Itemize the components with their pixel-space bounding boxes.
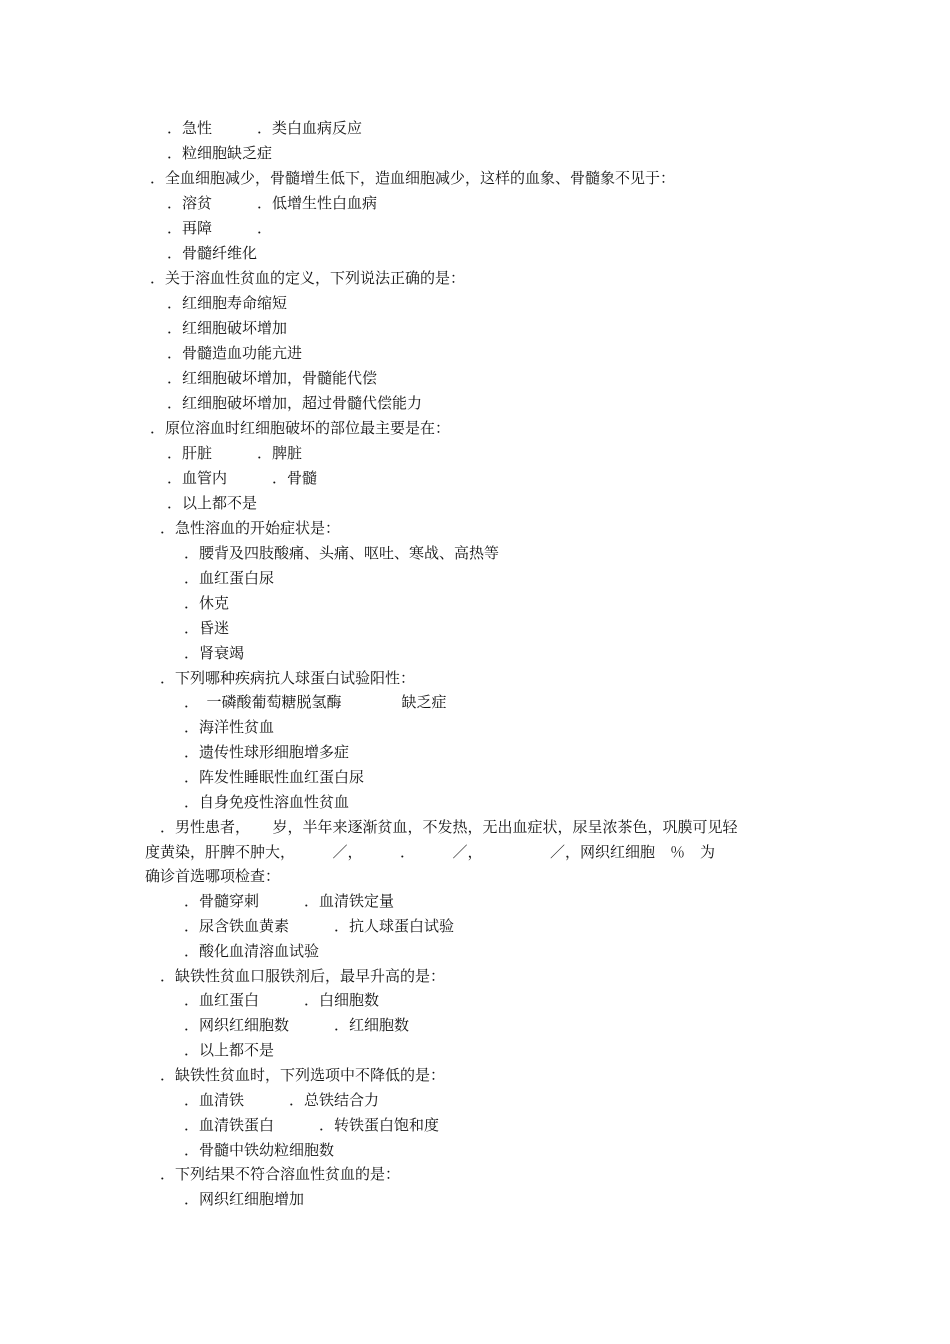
option-line: ．肾衰竭 [184,644,245,662]
question-line: ．关于溶血性贫血的定义，下列说法正确的是： [150,269,466,287]
option-line: ．血红蛋白 ．白细胞数 [184,991,380,1009]
option-line: ．网织红细胞数 ．红细胞数 [184,1016,410,1034]
option-line: ．休克 [184,594,230,612]
question-line: ．缺铁性贫血口服铁剂后，最早升高的是： [160,967,446,985]
option-line: ．溶贫 ．低增生性白血病 [167,194,378,212]
question-line: ．下列结果不符合溶血性贫血的是： [160,1165,401,1183]
option-line: ．再障 ． [167,219,273,237]
question-line: 确诊首选哪项检查： [145,867,281,885]
option-line: ．红细胞破坏增加 [167,319,288,337]
option-line: ．血管内 ．骨髓 [167,469,318,487]
option-line: ．粒细胞缺乏症 [167,144,273,162]
option-line: ．骨髓造血功能亢进 [167,344,303,362]
option-line: ．海洋性贫血 [184,718,275,736]
option-line: ．血清铁蛋白 ．转铁蛋白饱和度 [184,1116,440,1134]
option-line: ．腰背及四肢酸痛、头痛、呕吐、寒战、高热等 [184,544,500,562]
question-line: ．全血细胞减少，骨髓增生低下，造血细胞减少，这样的血象、骨髓象不见于： [150,169,676,187]
option-line: ．自身免疫性溶血性贫血 [184,793,350,811]
option-line: ．急性 ．类白血病反应 [167,119,363,137]
question-line: ．下列哪种疾病抗人球蛋白试验阳性： [160,669,416,687]
option-line: ．血红蛋白尿 [184,569,275,587]
question-line: ．男性患者， 岁，半年来逐渐贫血，不发热，无出血症状，尿呈浓茶色，巩膜可见轻 [160,818,738,836]
option-line: ．血清铁 ．总铁结合力 [184,1091,380,1109]
option-line: ．阵发性睡眠性血红蛋白尿 [184,768,365,786]
option-line: ．酸化血清溶血试验 [184,942,320,960]
option-line: ．昏迷 [184,619,230,637]
question-line: ．原位溶血时红细胞破坏的部位最主要是在： [150,419,451,437]
option-line: ．以上都不是 [184,1041,275,1059]
option-line: ．遗传性球形细胞增多症 [184,743,350,761]
option-line: ．红细胞破坏增加，超过骨髓代偿能力 [167,394,423,412]
option-line: ．肝脏 ．脾脏 [167,444,303,462]
option-line: ． 一磷酸葡萄糖脱氢酶 缺乏症 [184,693,447,711]
option-line: ．网织红细胞增加 [184,1190,305,1208]
option-line: ．红细胞寿命缩短 [167,294,288,312]
question-line: 度黄染，肝脾不肿大， ／， ． ／， ／，网织红细胞 ％ 为 [145,843,716,861]
option-line: ．红细胞破坏增加，骨髓能代偿 [167,369,378,387]
option-line: ．骨髓穿刺 ．血清铁定量 [184,892,395,910]
option-line: ．尿含铁血黄素 ．抗人球蛋白试验 [184,917,455,935]
question-line: ．缺铁性贫血时，下列选项中不降低的是： [160,1066,446,1084]
option-line: ．骨髓纤维化 [167,244,258,262]
question-line: ．急性溶血的开始症状是： [160,519,341,537]
option-line: ．以上都不是 [167,494,258,512]
option-line: ．骨髓中铁幼粒细胞数 [184,1141,335,1159]
